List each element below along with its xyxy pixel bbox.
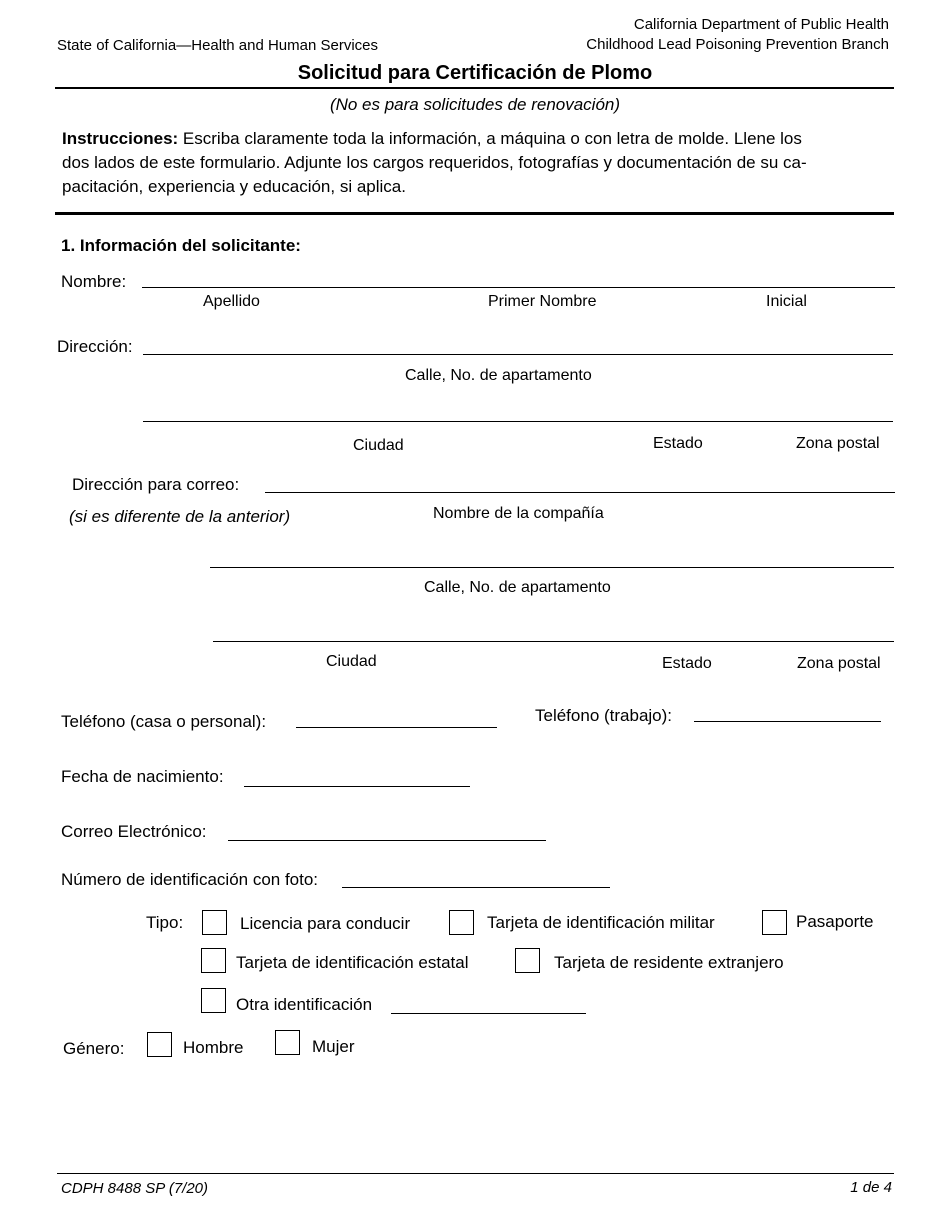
address-zip-caption: Zona postal [796, 435, 880, 452]
military-id-checkbox[interactable] [449, 910, 474, 935]
form-subtitle: (No es para solicitudes de renovación) [329, 95, 621, 114]
mailing-company-caption: Nombre de la compañía [433, 505, 604, 522]
mailing-address-note: (si es diferente de la anterior) [69, 507, 291, 526]
address-city-caption: Ciudad [353, 437, 404, 454]
address-city-field[interactable] [143, 421, 893, 422]
other-id-checkbox[interactable] [201, 988, 226, 1013]
address-state-caption: Estado [653, 435, 703, 452]
email-label: Correo Electrónico: [61, 822, 207, 841]
id-type-label: Tipo: [146, 913, 184, 932]
dob-label: Fecha de nacimiento: [61, 767, 224, 786]
address-street-caption: Calle, No. de apartamento [405, 367, 592, 384]
other-id-field[interactable] [391, 1013, 586, 1014]
mailing-street-field[interactable] [210, 567, 894, 568]
mailing-street-caption: Calle, No. de apartamento [424, 579, 611, 596]
phone-home-field[interactable] [296, 727, 497, 728]
form-number: CDPH 8488 SP (7/20) [61, 1180, 209, 1197]
address-label: Dirección: [57, 337, 133, 356]
photo-id-label: Número de identificación con foto: [61, 870, 319, 889]
mailing-address-label: Dirección para correo: [72, 475, 240, 494]
mailing-company-field[interactable] [265, 492, 895, 493]
dob-field[interactable] [244, 786, 470, 787]
name-field[interactable] [142, 287, 895, 288]
instructions-line-3: pacitación, experiencia y educación, si aplica. [62, 177, 406, 196]
instructions-line-2: dos lados de este formulario. Adjunte los cargos requeridos, fotografías y documentación de su ca- [62, 153, 807, 172]
phone-work-field[interactable] [694, 721, 881, 722]
resident-card-checkbox[interactable] [515, 948, 540, 973]
photo-id-field[interactable] [342, 887, 610, 888]
address-street-field[interactable] [143, 354, 893, 355]
phone-home-label: Teléfono (casa o personal): [61, 712, 267, 731]
page-number: 1 de 4 [850, 1179, 892, 1196]
military-id-label: Tarjeta de identificación militar [487, 913, 715, 932]
drivers-license-label: Licencia para conducir [240, 914, 411, 933]
male-checkbox[interactable] [147, 1032, 172, 1057]
passport-label: Pasaporte [796, 912, 874, 931]
last-name-caption: Apellido [203, 293, 260, 310]
mailing-city-field[interactable] [213, 641, 894, 642]
gender-label: Género: [63, 1039, 125, 1058]
form-title: Solicitud para Certificación de Plomo [297, 62, 653, 84]
female-label: Mujer [312, 1037, 355, 1056]
department-name: California Department of Public Health [633, 16, 889, 33]
drivers-license-checkbox[interactable] [202, 910, 227, 935]
male-label: Hombre [183, 1038, 244, 1057]
first-name-caption: Primer Nombre [488, 293, 597, 310]
resident-card-label: Tarjeta de residente extranjero [554, 953, 784, 972]
instructions-line-1: Instrucciones: Escriba claramente toda la información, a máquina o con letra de molde. Llene los [62, 129, 802, 148]
instructions-rule [55, 212, 894, 215]
footer-rule [57, 1173, 894, 1174]
passport-checkbox[interactable] [762, 910, 787, 935]
state-id-label: Tarjeta de identificación estatal [236, 953, 469, 972]
title-rule [55, 87, 894, 89]
female-checkbox[interactable] [275, 1030, 300, 1055]
section-1-heading: 1. Información del solicitante: [61, 236, 301, 255]
agency-header-left: State of California—Health and Human Services [57, 37, 378, 54]
mailing-city-caption: Ciudad [326, 653, 377, 670]
mailing-state-caption: Estado [662, 655, 712, 672]
state-id-checkbox[interactable] [201, 948, 226, 973]
branch-name: Childhood Lead Poisoning Prevention Branch [586, 36, 889, 53]
email-field[interactable] [228, 840, 546, 841]
instructions-label: Instrucciones: [62, 129, 179, 148]
name-label: Nombre: [61, 272, 127, 291]
initial-caption: Inicial [766, 293, 807, 310]
mailing-zip-caption: Zona postal [797, 655, 881, 672]
phone-work-label: Teléfono (trabajo): [535, 706, 673, 725]
other-id-label: Otra identificación [236, 995, 373, 1014]
